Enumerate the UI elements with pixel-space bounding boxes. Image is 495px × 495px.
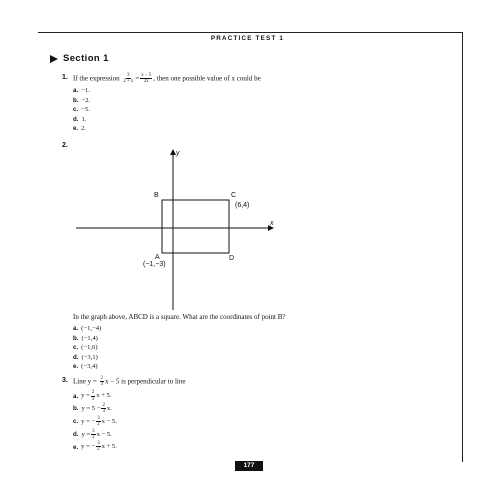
choice-text: y = −: [81, 443, 96, 451]
point-b-label: B: [154, 192, 159, 199]
choice-letter: e.: [73, 363, 79, 370]
fraction: [101, 403, 105, 414]
stem-text: x − 5 is perpendicular to line: [104, 377, 186, 386]
choice-text: −5.: [81, 106, 90, 114]
point-a-coordinates: (−1,−3): [143, 261, 166, 268]
fraction-denominator: 3: [91, 396, 95, 402]
choice-text: x + 5.: [96, 392, 112, 400]
choice-text: y = 5 −: [81, 405, 101, 413]
choice-text: (−3,1): [81, 353, 98, 361]
answer-choice[interactable]: [73, 441, 185, 454]
answer-choice[interactable]: [73, 353, 286, 363]
stem-text: Line y =: [73, 377, 97, 386]
stem-text: If the expression: [73, 74, 120, 83]
fraction: [100, 376, 104, 387]
choice-letter: d.: [73, 115, 79, 123]
page-number-badge: [235, 461, 263, 471]
choice-text: (−1,4): [81, 334, 98, 342]
fraction-numerator: 2: [91, 390, 95, 396]
choice-text: −1.: [81, 87, 90, 95]
choice-text: (−3,4): [81, 363, 98, 370]
choice-letter: b.: [73, 334, 79, 342]
choice-text: x.: [106, 405, 112, 413]
fraction-numerator: 3: [127, 73, 130, 78]
answer-choice[interactable]: [73, 429, 185, 442]
section-title: Section 1: [63, 53, 109, 64]
fraction: [96, 441, 100, 452]
point-a-label: A: [155, 254, 160, 261]
answer-choice[interactable]: [73, 416, 185, 429]
square-abcd: [162, 200, 229, 253]
choice-text: y =: [81, 392, 90, 400]
fraction-denominator: 2: [92, 434, 95, 440]
fraction-numerator: 3: [97, 441, 100, 447]
choice-text: (−1,6): [81, 344, 98, 351]
choice-letter: e.: [73, 125, 79, 133]
choice-text: x − 5.: [101, 418, 117, 426]
choice-text: 1.: [81, 115, 87, 123]
question-number: 2.: [62, 142, 68, 149]
answer-choice[interactable]: [73, 343, 286, 353]
fraction-numerator: 3: [97, 415, 100, 421]
choice-letter: d.: [73, 353, 79, 361]
choice-letter: a.: [73, 325, 79, 332]
point-d-label: D: [229, 255, 235, 262]
answer-choice[interactable]: [73, 324, 286, 334]
fraction-denominator: 2x: [143, 79, 149, 85]
choice-letter: c.: [73, 344, 79, 351]
fraction: [91, 390, 95, 401]
answer-choice[interactable]: [73, 390, 185, 403]
choice-letter: a.: [73, 87, 79, 95]
point-c-coordinates: (6,4): [235, 202, 250, 209]
answer-choice[interactable]: [73, 362, 286, 372]
answer-choice[interactable]: [73, 334, 286, 344]
stem-text: , then one possible value of x could be: [153, 74, 261, 83]
fraction: [96, 416, 100, 427]
fraction-denominator: 2 + x: [123, 79, 134, 85]
choice-letter: d.: [73, 430, 79, 438]
choice-text: x + 5.: [101, 443, 117, 451]
fraction-denominator: 3: [102, 409, 105, 415]
choice-text: (−1,−4): [81, 325, 102, 332]
fraction-numerator: 2: [102, 403, 105, 409]
question-number: 1.: [62, 74, 68, 81]
choice-letter: e.: [73, 443, 79, 451]
question-stem: [62, 376, 185, 387]
fraction-numerator: x − 5: [141, 73, 152, 78]
choice-text: −2.: [81, 96, 91, 104]
y-axis-label: y: [176, 150, 180, 157]
question-2: [62, 312, 286, 372]
answer-choice[interactable]: [73, 403, 185, 416]
choice-letter: b.: [73, 405, 79, 413]
page-number: 177: [243, 462, 255, 469]
question-stem: In the graph above, ABCD is a square. What are the coordinates of point B?: [73, 313, 286, 321]
choice-letter: c.: [73, 106, 79, 114]
choice-text: y = −: [81, 418, 96, 426]
fraction-numerator: 3: [92, 428, 95, 434]
point-c-label: C: [231, 192, 237, 199]
fraction-numerator: 2: [100, 376, 103, 381]
question-3: [62, 376, 185, 454]
equals-sign: =: [135, 74, 140, 83]
choice-text: y =: [81, 430, 91, 438]
fraction-denominator: 3: [100, 382, 103, 388]
answer-choices: [62, 390, 185, 454]
choice-letter: a.: [73, 392, 79, 400]
running-header-text: PRACTICE TEST 1: [205, 35, 290, 42]
fraction-denominator: 2: [97, 447, 100, 453]
choice-letter: c.: [73, 418, 79, 426]
fraction-denominator: 2: [97, 422, 100, 428]
choice-text: x − 5.: [96, 430, 112, 438]
choice-text: 2.: [81, 125, 87, 133]
x-axis-label: x: [270, 220, 274, 227]
question-number: 3.: [62, 377, 68, 384]
fraction: [91, 429, 95, 440]
choice-letter: b.: [73, 96, 79, 104]
answer-choices: [62, 324, 286, 372]
